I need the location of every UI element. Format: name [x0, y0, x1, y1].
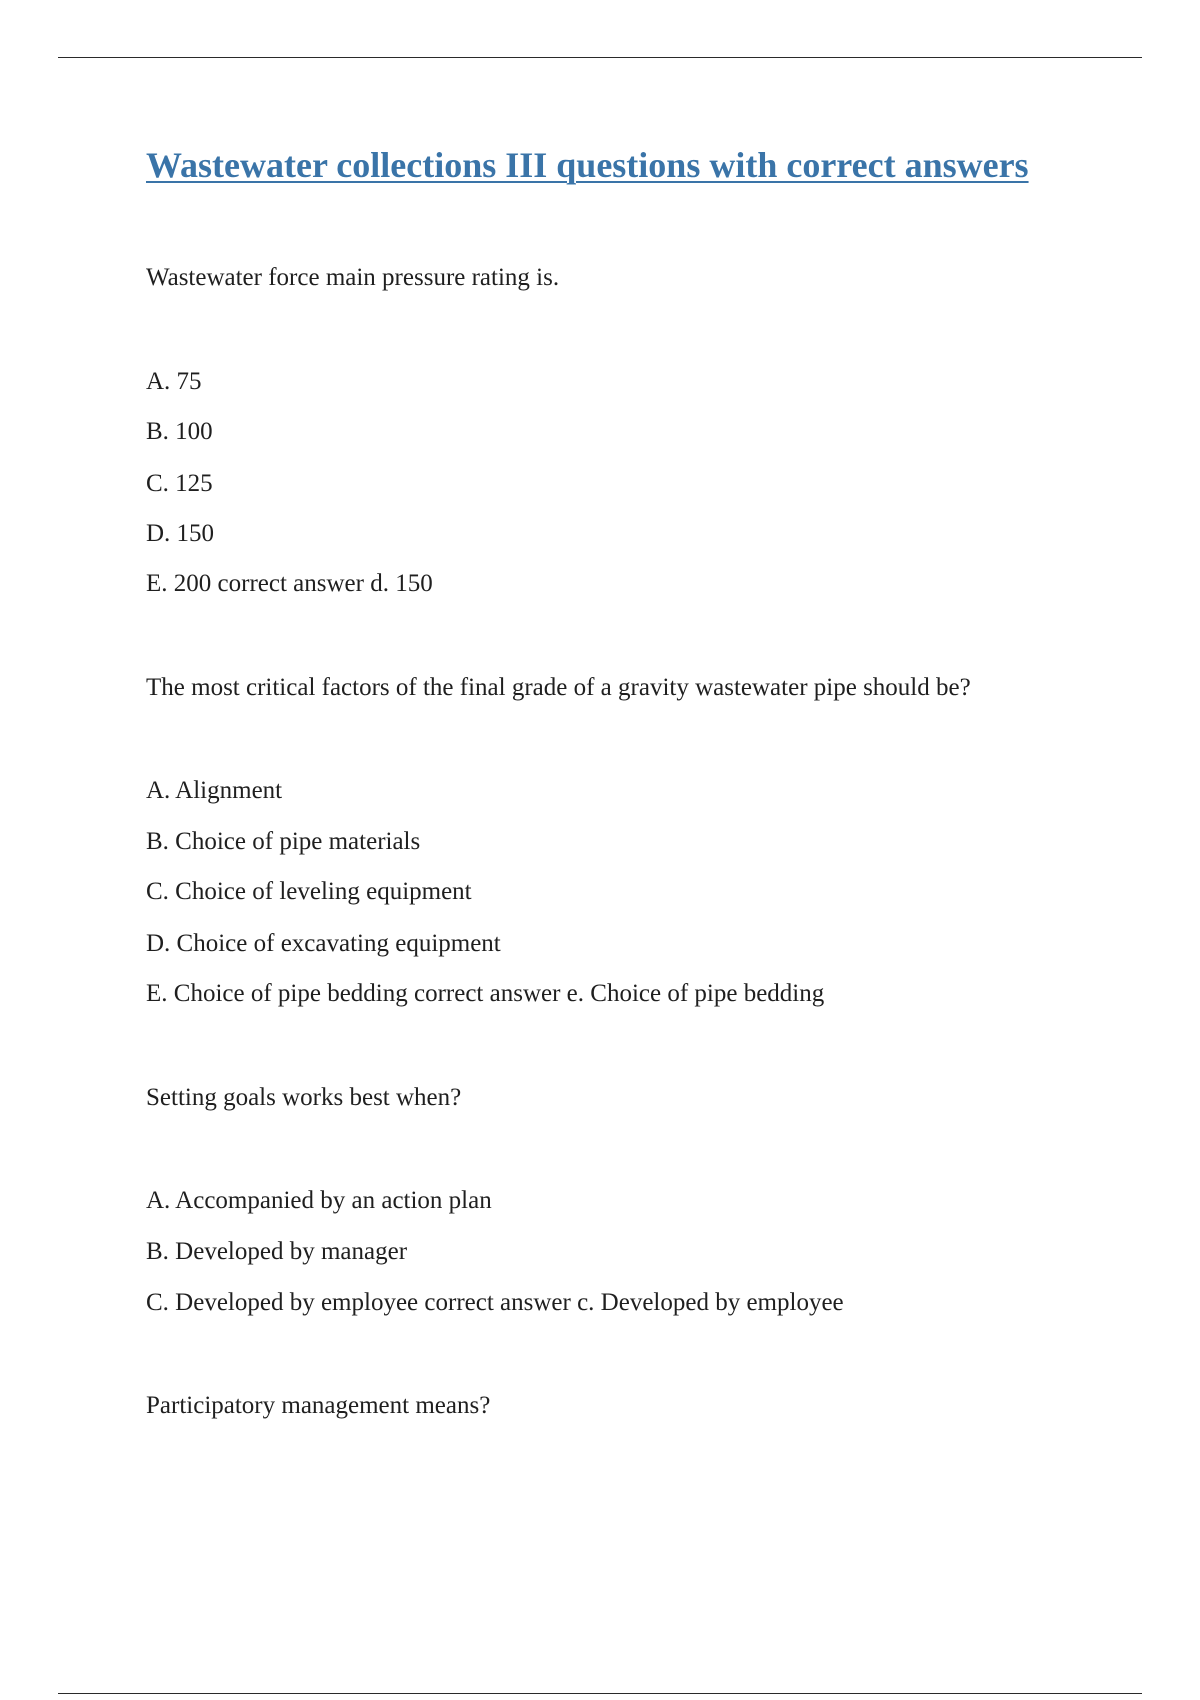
question-3-option-a: A. Accompanied by an action plan — [146, 1187, 492, 1214]
question-1-option-d: D. 150 — [146, 520, 215, 547]
question-1-option-c: C. 125 — [146, 470, 213, 497]
question-3-option-b: B. Developed by manager — [146, 1238, 408, 1265]
question-2-prompt: The most critical factors of the final grade of a gravity wastewater pipe should be? — [146, 674, 971, 701]
question-1-prompt: Wastewater force main pressure rating is. — [146, 264, 560, 291]
question-2-option-b: B. Choice of pipe materials — [146, 828, 421, 855]
question-3-prompt: Setting goals works best when? — [146, 1084, 462, 1111]
question-1-option-e: E. 200 correct answer d. 150 — [146, 570, 433, 597]
question-2-option-c: C. Choice of leveling equipment — [146, 878, 472, 905]
question-3-option-c: C. Developed by employee correct answer c. Developed by employee — [146, 1289, 844, 1316]
question-2-option-e: E. Choice of pipe bedding correct answer e. Choice of pipe bedding — [146, 980, 825, 1007]
question-1-option-b: B. 100 — [146, 418, 213, 445]
question-4-prompt: Participatory management means? — [146, 1392, 491, 1419]
question-2-option-d: D. Choice of excavating equipment — [146, 930, 501, 957]
footer-rule — [58, 1693, 1142, 1694]
header-rule — [58, 57, 1142, 58]
document-title: Wastewater collections III questions with correct answers — [146, 145, 1029, 185]
question-1-option-a: A. 75 — [146, 368, 202, 395]
question-2-option-a: A. Alignment — [146, 777, 283, 804]
